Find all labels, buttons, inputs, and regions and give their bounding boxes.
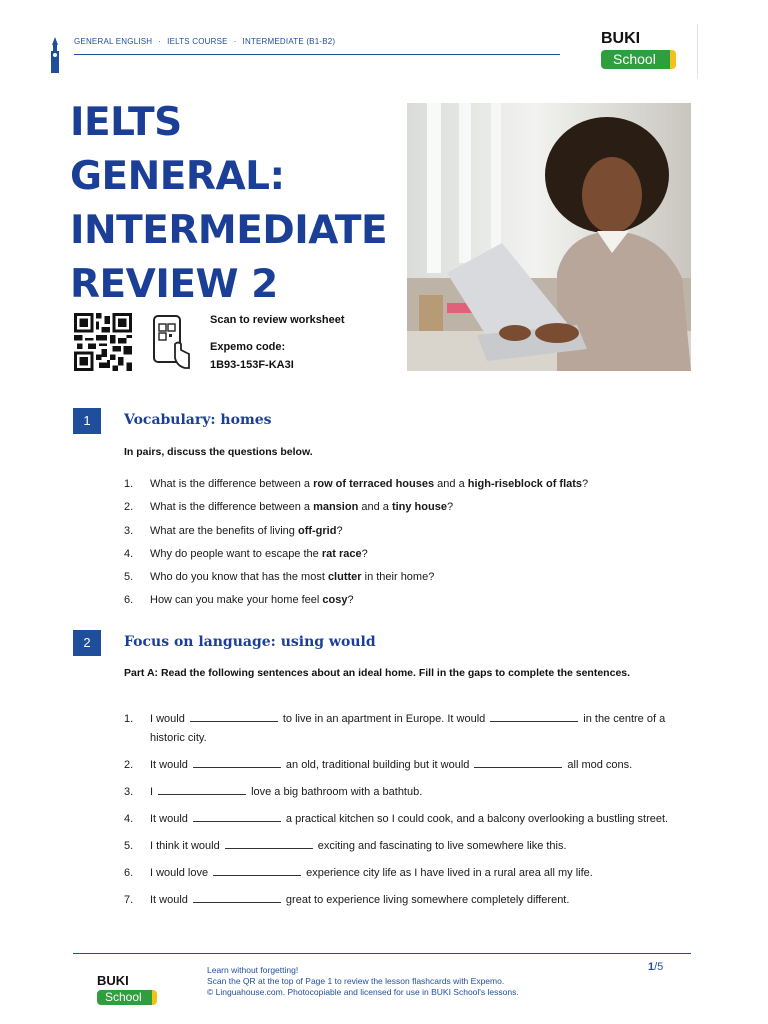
vocabulary-question xyxy=(124,593,704,608)
gap-fill-sentence xyxy=(124,891,694,910)
vocabulary-question xyxy=(124,547,704,562)
sentence-text: exciting and fascinating to live somewhere like this. xyxy=(317,840,567,852)
qr-code-icon[interactable] xyxy=(73,313,133,371)
question-number: 1. xyxy=(124,478,134,490)
buki-school-logo[interactable] xyxy=(601,30,687,76)
sentence-text: It would xyxy=(150,759,188,771)
big-ben-icon xyxy=(48,37,62,73)
sentence-number: 5. xyxy=(124,840,134,852)
answer-blank[interactable] xyxy=(193,891,281,903)
section-2-instruction: Part A: Read the following sentences about an ideal home. Fill in the gaps to complete the sentences. xyxy=(124,667,631,679)
sentence-number: 3. xyxy=(124,786,134,798)
section-1-instruction: In pairs, discuss the questions below. xyxy=(124,446,313,458)
vocabulary-question xyxy=(124,500,704,515)
sentence-number: 6. xyxy=(124,867,134,879)
vocabulary-term: row of terraced houses xyxy=(313,478,435,490)
expemo-code-value: 1B93-153F-KA3I xyxy=(210,359,294,371)
sentence-text: to live in an apartment in Europe. It would xyxy=(282,713,486,725)
title-line-2: INTERMEDIATE xyxy=(70,208,388,253)
woman-with-laptop-photo xyxy=(407,103,691,371)
footer-buki-school-logo xyxy=(97,973,167,1007)
page-current: 1 xyxy=(648,961,655,973)
sentence-text: I xyxy=(150,786,154,798)
footer-logo-school-text: School xyxy=(97,990,157,1005)
breadcrumb xyxy=(74,37,335,46)
page-title xyxy=(70,96,400,312)
sentence-text: an old, traditional building but it would xyxy=(285,759,470,771)
vocabulary-term: cosy xyxy=(322,594,348,607)
vocabulary-term: high-riseblock of flats xyxy=(467,478,583,490)
scan-label: Scan to review worksheet xyxy=(210,314,345,326)
gap-fill-sentence xyxy=(124,864,694,883)
sentence-text: It would xyxy=(150,894,188,906)
footer-divider xyxy=(73,953,691,954)
footer-line-1: Learn without forgetting! xyxy=(207,965,299,975)
sentence-number: 2. xyxy=(124,759,134,771)
answer-blank[interactable] xyxy=(474,756,562,768)
sentence-text: I would love xyxy=(150,867,209,879)
sentence-number: 1. xyxy=(124,713,134,725)
question-text: Who do you know that has the most xyxy=(150,571,328,584)
breadcrumb-intermediate[interactable]: INTERMEDIATE (B1-B2) xyxy=(242,37,336,46)
answer-blank[interactable] xyxy=(158,783,246,795)
section-1-title: Vocabulary: homes xyxy=(124,412,272,428)
footer-line-3: © Linguahouse.com. Photocopiable and licensed for use in BUKI School's lessons. xyxy=(207,987,519,997)
question-text: ? xyxy=(446,501,454,514)
answer-blank[interactable] xyxy=(193,810,281,822)
gap-fill-sentence xyxy=(124,783,694,802)
sentence-number: 7. xyxy=(124,894,134,906)
question-text: and a xyxy=(434,478,468,490)
footer-line-2: Scan the QR at the top of Page 1 to review the lesson flashcards with Expemo. xyxy=(207,976,505,986)
vocabulary-term: off-grid xyxy=(297,524,337,537)
question-number: 4. xyxy=(124,547,134,560)
question-number: 2. xyxy=(124,501,134,514)
question-text: ? xyxy=(347,594,354,607)
breadcrumb-ielts-course[interactable]: IELTS COURSE xyxy=(167,37,228,46)
answer-blank[interactable] xyxy=(225,837,313,849)
section-1-number: 1 xyxy=(73,408,101,434)
page-total: /5 xyxy=(654,961,664,973)
sentence-text: a practical kitchen so I could cook, and a balcony overlooking a bustling street. xyxy=(285,813,669,825)
answer-blank[interactable] xyxy=(213,864,301,876)
question-text: ? xyxy=(336,524,343,537)
logo-divider xyxy=(697,24,698,78)
section-2-number: 2 xyxy=(73,630,101,656)
breadcrumb-general-english[interactable]: GENERAL ENGLISH xyxy=(74,37,153,46)
question-text: How can you make your home feel xyxy=(150,594,323,607)
phone-scan-icon xyxy=(151,314,191,370)
sentence-text: I would xyxy=(150,713,185,725)
sentence-number: 4. xyxy=(124,813,134,825)
title-line-1: IELTS GENERAL: xyxy=(70,100,285,199)
question-text: ? xyxy=(582,478,589,490)
gap-fill-sentence-list xyxy=(124,710,694,918)
vocabulary-question-list xyxy=(124,477,704,617)
question-text: Why do people want to escape the xyxy=(150,547,322,560)
logo-school-text: School xyxy=(601,50,676,69)
question-number: 3. xyxy=(124,524,134,537)
question-number: 6. xyxy=(124,594,134,607)
answer-blank[interactable] xyxy=(490,710,578,722)
question-text: in their home? xyxy=(361,571,435,584)
title-line-3: REVIEW 2 xyxy=(70,262,278,307)
sentence-text: love a big bathroom with a bathtub. xyxy=(251,786,423,798)
question-text: What is the difference between a xyxy=(150,478,314,490)
sentence-text: great to experience living somewhere completely different. xyxy=(285,894,570,906)
question-text: and a xyxy=(358,501,392,514)
sentence-text: experience city life as I have lived in a rural area all my life. xyxy=(306,867,593,879)
vocabulary-term: mansion xyxy=(313,501,359,514)
expemo-code-label: Expemo code: xyxy=(210,341,286,353)
gap-fill-sentence xyxy=(124,837,694,856)
header-bar xyxy=(48,34,560,56)
section-2-title: Focus on language: using would xyxy=(124,634,376,650)
vocabulary-term: clutter xyxy=(327,571,362,584)
gap-fill-sentence xyxy=(124,810,694,829)
vocabulary-question xyxy=(124,477,704,492)
gap-fill-sentence xyxy=(124,710,694,748)
logo-buki-text: BUKI xyxy=(601,30,641,47)
footer-text xyxy=(207,965,519,998)
question-text: What is the difference between a xyxy=(150,501,314,514)
sentence-text: all mod cons. xyxy=(567,759,633,771)
footer-logo-buki-text: BUKI xyxy=(97,973,129,988)
vocabulary-question xyxy=(124,570,704,585)
question-number: 5. xyxy=(124,571,134,584)
sentence-text: in the centre of a historic city. xyxy=(150,713,666,744)
sentence-text: I think it would xyxy=(150,840,220,852)
answer-blank[interactable] xyxy=(190,710,278,722)
header-divider xyxy=(74,54,560,55)
page-number xyxy=(648,961,663,973)
answer-blank[interactable] xyxy=(193,756,281,768)
breadcrumb-separator: · xyxy=(233,37,237,46)
vocabulary-term: rat race xyxy=(321,547,362,560)
question-text: ? xyxy=(361,547,368,560)
breadcrumb-separator: · xyxy=(158,37,162,46)
vocabulary-term: tiny house xyxy=(391,501,447,514)
question-text: What are the benefits of living xyxy=(150,524,298,537)
vocabulary-question xyxy=(124,524,704,539)
gap-fill-sentence xyxy=(124,756,694,775)
sentence-text: It would xyxy=(150,813,188,825)
